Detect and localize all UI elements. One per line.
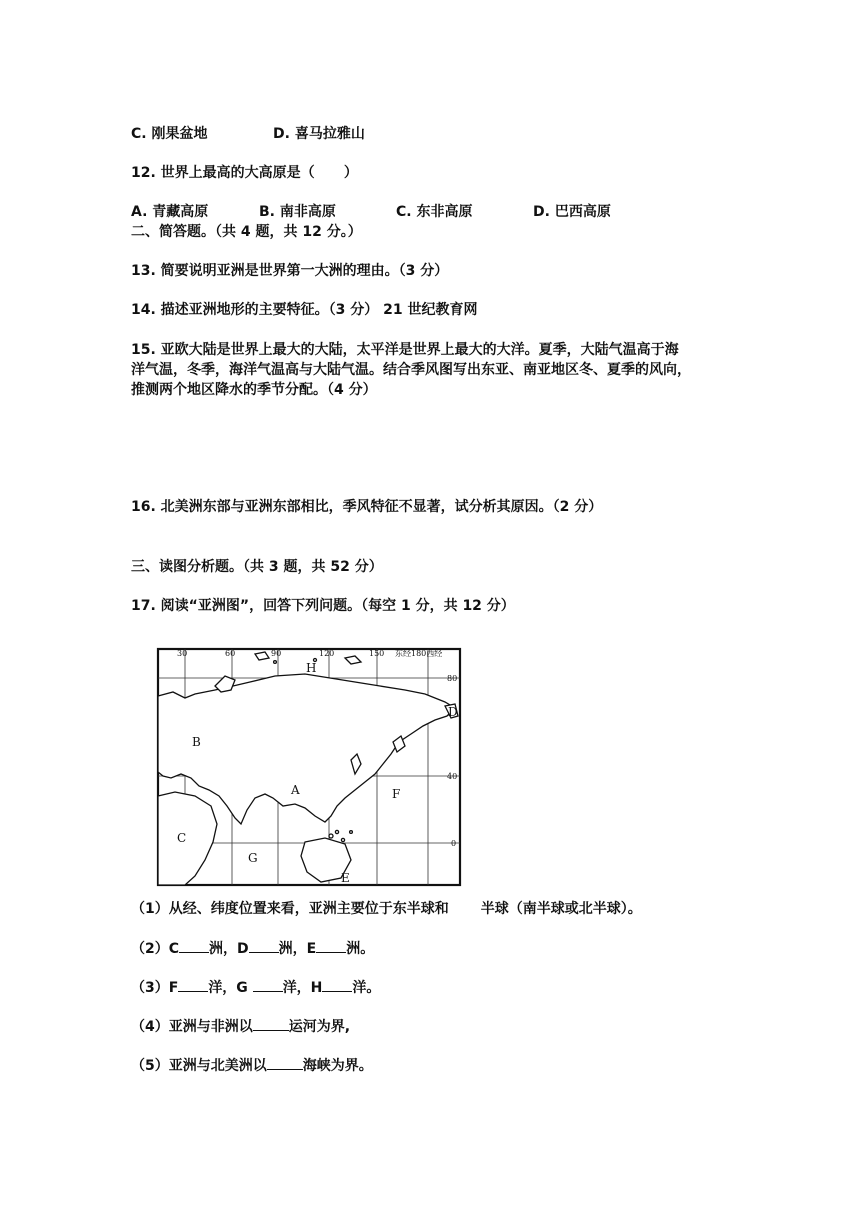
- blank-h-ocean[interactable]: [322, 977, 352, 992]
- lat-tick-80: 80: [447, 674, 458, 683]
- lat-tick-0: 0: [451, 839, 457, 848]
- blank-d-continent[interactable]: [249, 938, 279, 953]
- q17-part-5-seg-2: 海峡为界。: [302, 1058, 373, 1074]
- q16-text: 16. 北美洲东部与亚洲东部相比，季风特征不显著，试分析其原因。（2 分）: [131, 499, 603, 515]
- region-label-b: B: [192, 735, 201, 749]
- q11-option-d: D. 喜马拉雅山: [273, 126, 365, 142]
- q12-stem: 12. 世界上最高的大高原是（ ）: [131, 165, 358, 181]
- q17-part-2-seg-3: 洲，E: [278, 941, 317, 957]
- lon-tick-150: 150: [369, 649, 385, 658]
- q17-part-5: [131, 1055, 373, 1076]
- q17-part-1: [131, 899, 642, 919]
- lon-tick-120: 120: [319, 649, 335, 658]
- q14-text: 14. 描述亚洲地形的主要特征。（3 分） 21 世纪教育网: [131, 302, 478, 318]
- region-label-g: G: [248, 851, 258, 865]
- q15-line-1: 15. 亚欧大陆是世界上最大的大陆，太平洋是世界上最大的大洋。夏季，大陆气温高于海: [131, 342, 679, 358]
- q17-part-2-seg-2: 洲，D: [209, 941, 249, 957]
- q17-part-3-seg-4: 洋。: [352, 980, 381, 996]
- blank-c-continent[interactable]: [179, 938, 209, 953]
- q17-part-2-seg-4: 洲。: [346, 941, 375, 957]
- region-label-e: E: [341, 871, 350, 885]
- q12-option-a: A. 青藏高原: [131, 204, 209, 220]
- section3-heading: 三、读图分析题。（共 3 题，共 52 分）: [131, 559, 383, 575]
- section2-heading: 二、简答题。（共 4 题，共 12 分。）: [131, 224, 362, 240]
- region-label-c: C: [177, 831, 187, 845]
- lat-tick-40: 40: [447, 772, 458, 781]
- asia-map: [155, 646, 463, 888]
- q17-part-5-seg-1: （5）亚洲与北美洲以: [131, 1058, 267, 1074]
- q15-line-3: 推测两个地区降水的季节分配。（4 分）: [131, 382, 377, 398]
- region-label-d: D: [448, 705, 458, 719]
- q12-option-b: B. 南非高原: [259, 204, 336, 220]
- q17-part-2-seg-1: （2）C: [131, 941, 180, 957]
- q17-part-1-text-a: （1）从经、纬度位置来看，亚洲主要位于东半球和: [131, 901, 449, 917]
- lon-tick-30: 30: [177, 649, 188, 658]
- region-label-h: H: [306, 661, 317, 675]
- q11-option-c: C. 刚果盆地: [131, 126, 208, 142]
- blank-canal[interactable]: [253, 1016, 289, 1031]
- blank-e-continent[interactable]: [316, 938, 346, 953]
- q17-part-3-seg-3: 洋，H: [282, 980, 323, 996]
- region-label-f: F: [392, 787, 401, 801]
- q17-part-4: [131, 1016, 350, 1037]
- region-label-a: A: [291, 783, 300, 797]
- q17-part-3-seg-2: 洋，G: [208, 980, 253, 996]
- q17-text: 17. 阅读“亚洲图”，回答下列问题。（每空 1 分，共 12 分）: [131, 598, 515, 614]
- q17-part-4-seg-1: （4）亚洲与非洲以: [131, 1019, 253, 1035]
- blank-strait[interactable]: [267, 1055, 303, 1070]
- q17-part-3-seg-1: （3）F: [131, 980, 179, 996]
- blank-f-ocean[interactable]: [178, 977, 208, 992]
- lon-tick-60: 60: [225, 649, 236, 658]
- lon-tick-180: 东经180西经: [395, 649, 443, 658]
- q17-part-1-text-b: 半球（南半球或北半球）。: [480, 901, 642, 917]
- q12-option-c: C. 东非高原: [396, 204, 473, 220]
- q17-part-2: [131, 938, 374, 959]
- q12-option-d: D. 巴西高原: [533, 204, 611, 220]
- q13-text: 13. 简要说明亚洲是世界第一大洲的理由。（3 分）: [131, 263, 449, 279]
- blank-g-ocean[interactable]: [253, 977, 283, 992]
- q15-line-2: 洋气温，冬季，海洋气温高与大陆气温。结合季风图写出东亚、南亚地区冬、夏季的风向，: [131, 362, 691, 378]
- q17-part-3: [131, 977, 380, 998]
- lon-tick-90: 90: [271, 649, 282, 658]
- q17-part-4-seg-2: 运河为界,: [288, 1019, 351, 1035]
